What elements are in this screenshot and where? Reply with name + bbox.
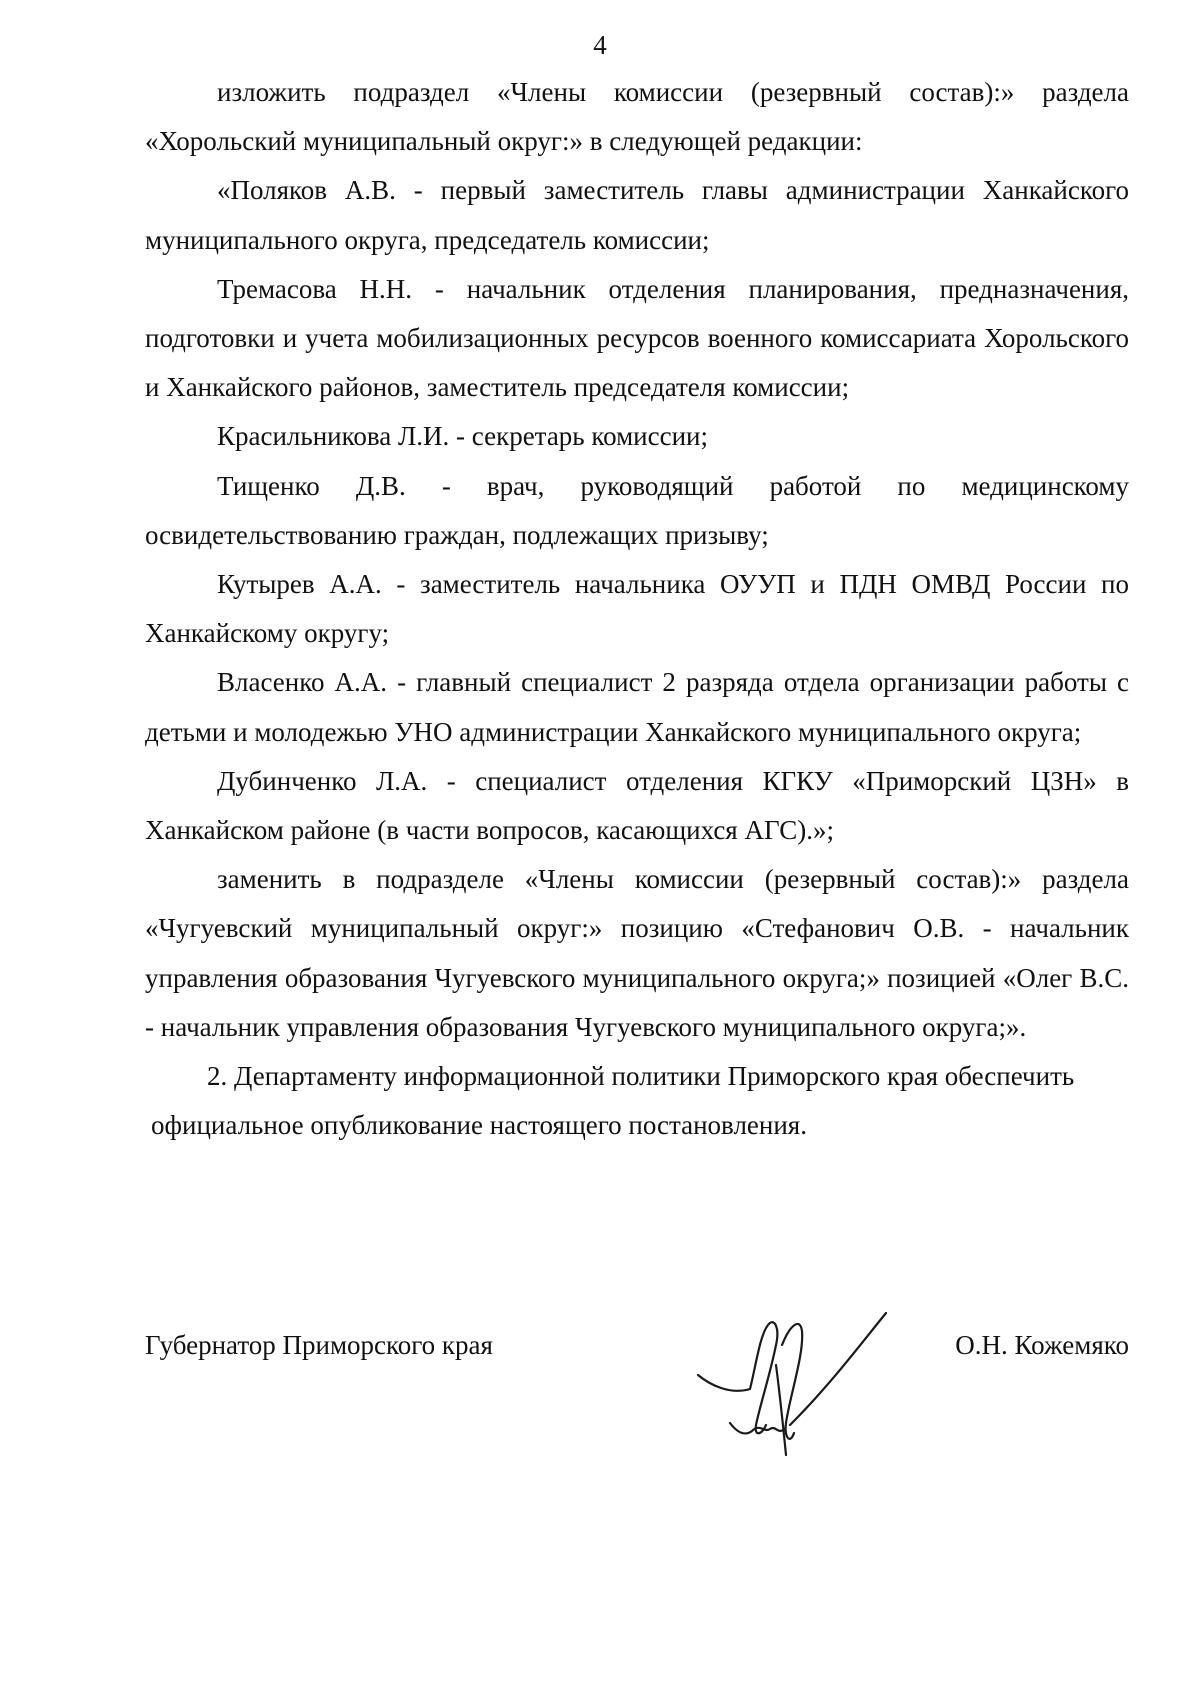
paragraph-amend-khorol-intro: изложить подраздел «Члены комиссии (резервный состав):» раздела «Хорольский муниципальный округ:» в следующей редакции: — [145, 77, 1129, 157]
document-body — [145, 68, 1129, 1150]
paragraph-clause-2 — [145, 1052, 1129, 1150]
page-number: 4 — [593, 30, 607, 60]
paragraph-vlasenko: Власенко А.А. - главный специалист 2 разряда отдела организации работы с детьми и молодежью УНО администрации Ханкайского муниципального округа; — [145, 667, 1129, 747]
paragraph-polyakov: «Поляков А.В. - первый заместитель главы администрации Ханкайского муниципального округа, председатель комиссии; — [145, 175, 1129, 255]
signature-block — [145, 1316, 1129, 1376]
clause-2-line-2: официальное опубликование настоящего постановления. — [151, 1110, 807, 1141]
paragraph-kutyrev: Кутырев А.А. - заместитель начальника ОУУП и ПДН ОМВД России по Ханкайскому округу; — [145, 569, 1129, 649]
signer-title: Губернатор Приморского края — [145, 1330, 493, 1360]
clause-2-line-1: 2. Департаменту информационной политики Приморского края обеспечить — [207, 1061, 1075, 1092]
paragraph-krasilnikova: Красильникова Л.И. - секретарь комиссии; — [217, 421, 708, 452]
paragraph-tishchenko: Тищенко Д.В. - врач, руководящий работой по медицинскому освидетельствованию граждан, подлежащих призыву; — [145, 470, 1129, 550]
paragraph-amend-chuguev: заменить в подразделе «Члены комиссии (резервный состав):» раздела «Чугуевский муниципальный округ:» позицию «Стефанович О.В. - начальник управления образования Чугуевского муниципального округа;» позицией «Олег В.С. - начальник управления образования Чугуевского муниципального округа;». — [145, 864, 1129, 1042]
handwritten-signature — [690, 1305, 900, 1480]
paragraph-tremasova: Тремасова Н.Н. - начальник отделения планирования, предназначения, подготовки и учета мобилизационных ресурсов военного комиссариата Хорольского и Ханкайского районов, заместитель председателя комиссии; — [145, 273, 1129, 403]
signer-name: О.Н. Кожемяко — [955, 1330, 1129, 1360]
paragraph-dubinchenko: Дубинченко Л.А. - специалист отделения КГКУ «Приморский ЦЗН» в Ханкайском районе (в части вопросов, касающихся АГС).»; — [145, 765, 1129, 846]
